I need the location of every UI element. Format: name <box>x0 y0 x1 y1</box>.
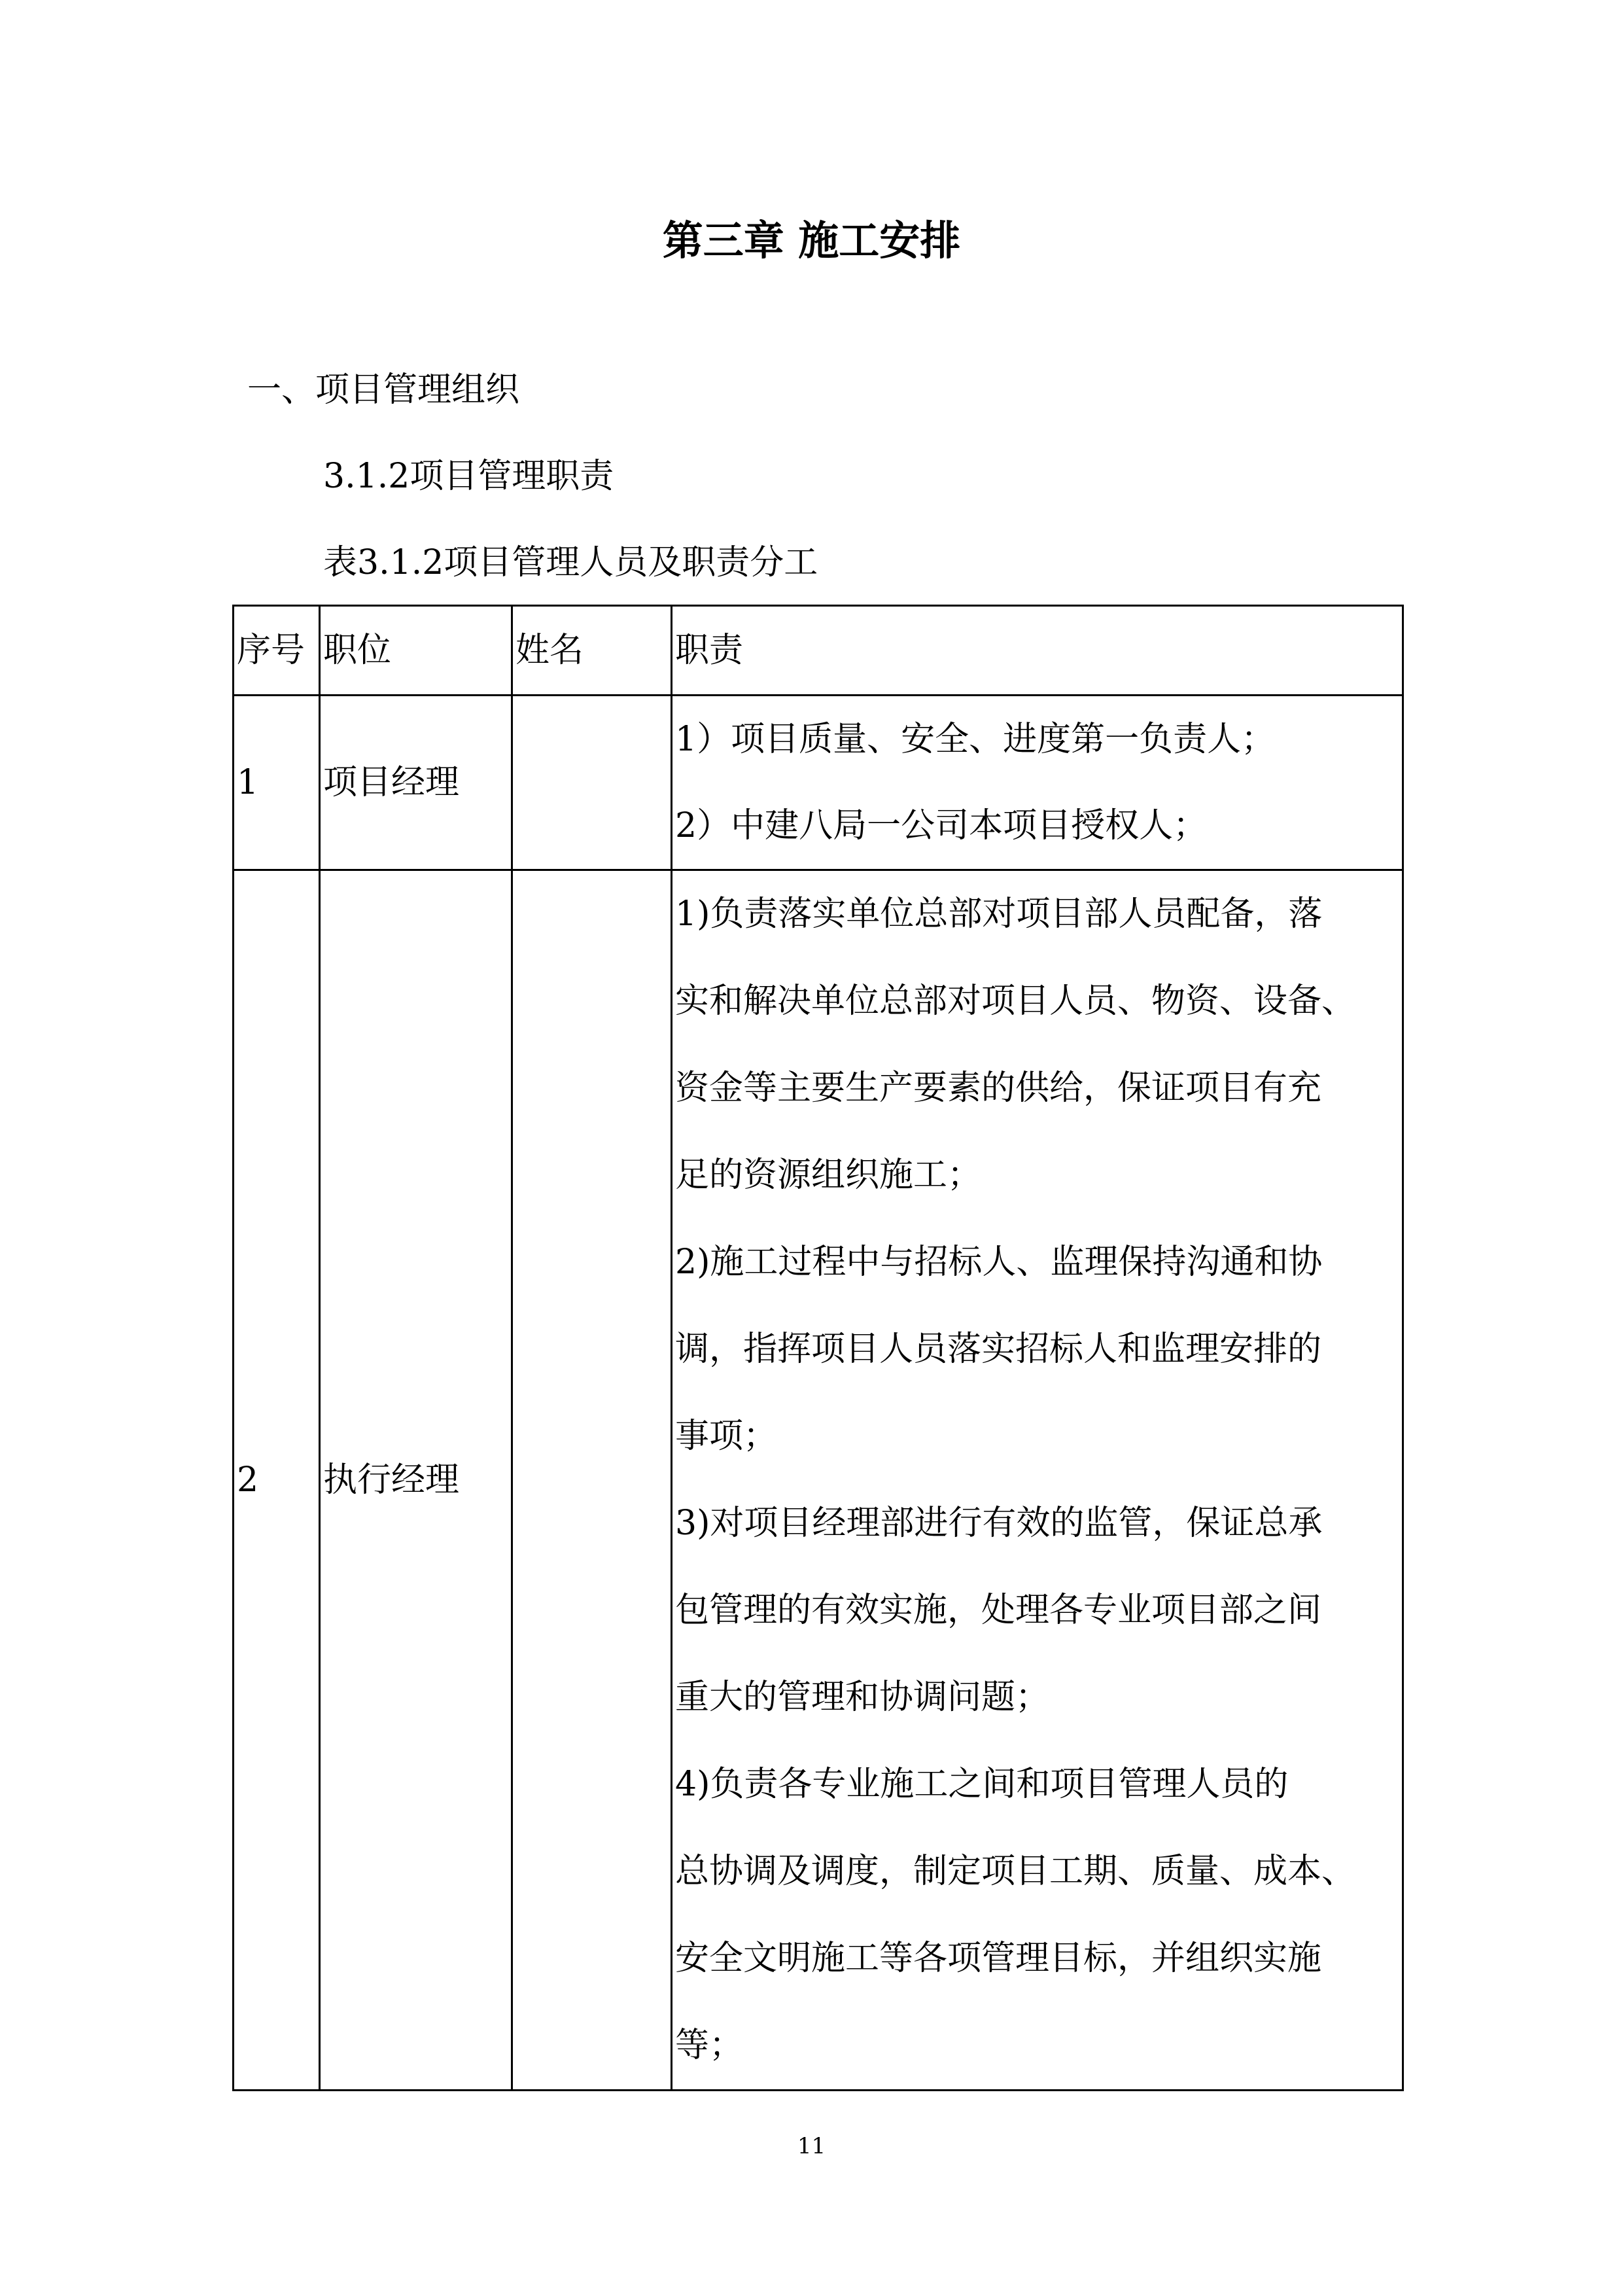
duty-line: 足的资源组织施工； <box>675 1156 982 1195</box>
duty-line: 2)施工过程中与招标人、监理保持沟通和协 <box>675 1243 1323 1282</box>
header-duty: 职责 <box>672 606 1403 696</box>
table-row <box>234 696 1403 870</box>
cell-name <box>512 696 672 870</box>
duty-line: 资金等主要生产要素的供给，保证项目有充 <box>675 1069 1322 1108</box>
page-number: 11 <box>797 2133 826 2159</box>
duty-line: 实和解决单位总部对项目人员、物资、设备、 <box>675 981 1356 1021</box>
duty-line: 2）中建八局一公司本项目授权人； <box>675 806 1208 845</box>
header-name: 姓名 <box>512 606 672 696</box>
table-row <box>234 870 1403 2091</box>
subsection-heading: 3.1.2项目管理职责 <box>323 457 614 496</box>
section-heading: 一、项目管理组织 <box>247 370 520 410</box>
duty-table <box>232 605 1404 2091</box>
cell-no: 2 <box>234 870 320 2091</box>
cell-duty <box>672 870 1403 2091</box>
duty-line: 1）项目质量、安全、进度第一负责人； <box>675 720 1276 759</box>
duty-line: 包管理的有效实施，处理各专业项目部之间 <box>675 1591 1322 1630</box>
duty-line: 4)负责各专业施工之间和项目管理人员的 <box>675 1765 1289 1804</box>
cell-position: 执行经理 <box>320 870 512 2091</box>
duty-line: 1)负责落实单位总部对项目部人员配备，落 <box>675 894 1323 934</box>
page-title: 第三章 施工安排 <box>662 217 961 264</box>
duty-line: 事项； <box>675 1417 778 1456</box>
duty-line: 安全文明施工等各项管理目标，并组织实施 <box>675 1939 1322 1978</box>
duty-line: 调，指挥项目人员落实招标人和监理安排的 <box>675 1330 1322 1369</box>
cell-position: 项目经理 <box>320 696 512 870</box>
cell-duty <box>672 696 1403 870</box>
cell-no: 1 <box>234 696 320 870</box>
duty-line: 重大的管理和协调问题； <box>675 1678 1050 1717</box>
table-header-row <box>234 606 1403 696</box>
duty-line: 等； <box>675 2026 744 2065</box>
duty-line: 3)对项目经理部进行有效的监管，保证总承 <box>675 1504 1323 1543</box>
table-caption: 表3.1.2项目管理人员及职责分工 <box>323 543 818 582</box>
duty-line: 总协调及调度，制定项目工期、质量、成本、 <box>675 1852 1356 1891</box>
header-position: 职位 <box>320 606 512 696</box>
cell-name <box>512 870 672 2091</box>
header-no: 序号 <box>234 606 320 696</box>
